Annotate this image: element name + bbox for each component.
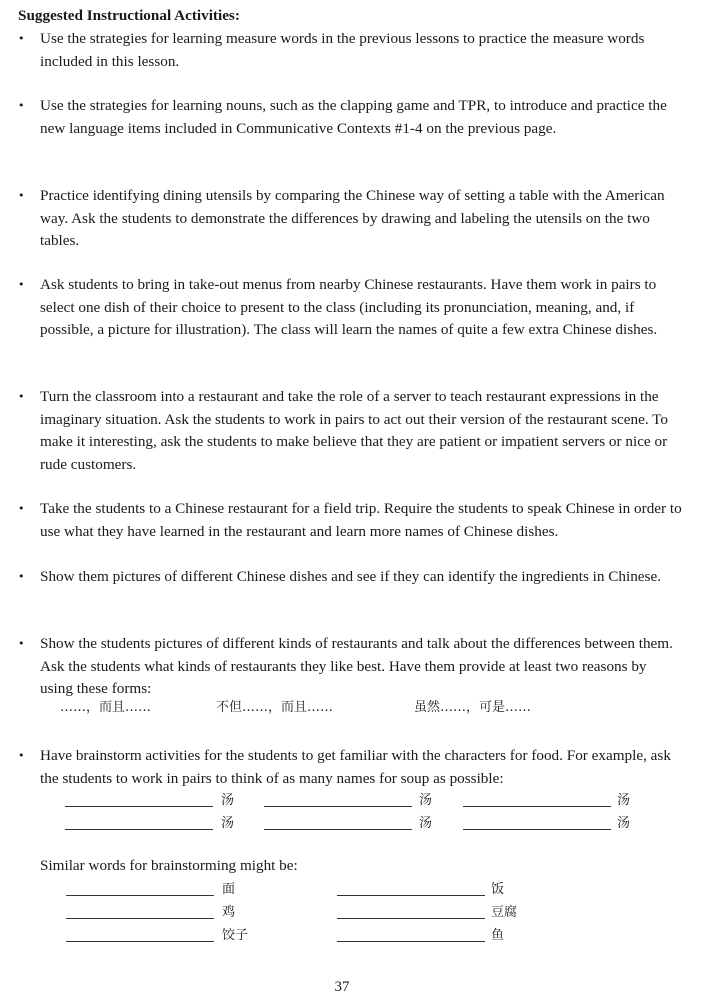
- list-item-text: Turn the classroom into a restaurant and take the role of a server to teach restaurant expressions in the imaginary situation. Ask the students to work in pairs to act out their version of the restaurant scene. To make it interesting, ask the students to make believe that they are patient or impatient servers or nice or rude customers.: [40, 388, 668, 473]
- bullet: •: [18, 32, 25, 45]
- list-item: [18, 498, 683, 543]
- food-char: 鱼: [491, 928, 505, 943]
- bullet: •: [18, 502, 25, 515]
- list-item-text: Take the students to a Chinese restaurant for a field trip. Require the students to speak Chinese in order to use what they have learned in the restaurant and learn more names of Chinese dishes.: [40, 500, 682, 540]
- sentence-pattern: 虽然……，可是……: [414, 700, 532, 715]
- fill-blank: [337, 927, 485, 942]
- bullet: •: [18, 749, 25, 762]
- sentence-pattern: 不但……，而且……: [216, 700, 334, 715]
- bullet: •: [18, 570, 25, 583]
- fill-blank: [66, 927, 214, 942]
- food-char: 面: [222, 882, 236, 897]
- fill-blank: [66, 904, 214, 919]
- fill-blank: [264, 792, 412, 807]
- fill-blank: [66, 881, 214, 896]
- similar-words-label: Similar words for brainstorming might be:: [40, 857, 298, 874]
- soup-char: 汤: [419, 793, 433, 808]
- list-item-text: Use the strategies for learning nouns, such as the clapping game and TPR, to introduce and practice the new language items included in Communicative Contexts #1-4 on the previous page.: [40, 97, 667, 137]
- bullet: •: [18, 189, 25, 202]
- list-item: [18, 566, 683, 589]
- section-heading: Suggested Instructional Activities:: [18, 7, 240, 24]
- fill-blank: [264, 815, 412, 830]
- soup-char: 汤: [617, 816, 631, 831]
- list-item: [18, 745, 683, 790]
- list-item-text: Show them pictures of different Chinese dishes and see if they can identify the ingredients in Chinese.: [40, 568, 661, 585]
- list-item: [18, 95, 683, 140]
- list-item: [18, 185, 683, 253]
- fill-blank: [337, 904, 485, 919]
- list-item: [18, 633, 683, 701]
- fill-blank: [65, 815, 213, 830]
- soup-char: 汤: [419, 816, 433, 831]
- food-char: 鸡: [222, 905, 236, 920]
- list-item-text: Use the strategies for learning measure words in the previous lessons to practice the measure words included in this lesson.: [40, 30, 645, 70]
- bullet: •: [18, 99, 25, 112]
- food-char: 饺子: [222, 928, 249, 943]
- fill-blank: [65, 792, 213, 807]
- soup-char: 汤: [221, 816, 235, 831]
- list-item-text: Have brainstorm activities for the students to get familiar with the characters for food. For example, ask the students to work in pairs to think of as many names for soup as possible:: [40, 747, 671, 787]
- list-item: [18, 386, 683, 476]
- bullet: •: [18, 637, 25, 650]
- bullet: •: [18, 278, 25, 291]
- list-item: [18, 28, 683, 73]
- bullet: •: [18, 390, 25, 403]
- food-char: 饭: [491, 882, 505, 897]
- fill-blank: [463, 815, 611, 830]
- food-char: 豆腐: [491, 905, 518, 920]
- sentence-pattern: ……，而且……: [60, 700, 152, 715]
- fill-blank: [463, 792, 611, 807]
- list-item-text: Ask students to bring in take-out menus from nearby Chinese restaurants. Have them work in pairs to select one dish of their choice to present to the class (including its pronunciation, meaning, and, if possible, a picture for illustration). The class will learn the names of quite a few extra Chinese dishes.: [40, 276, 658, 338]
- list-item-text: Practice identifying dining utensils by comparing the Chinese way of setting a table with the American way. Ask the students to demonstrate the differences by drawing and labeling the utensils on the two tables.: [40, 187, 665, 249]
- page-number: 37: [334, 979, 350, 995]
- fill-blank: [337, 881, 485, 896]
- list-item-text: Show the students pictures of different kinds of restaurants and talk about the differences between them. Ask the students what kinds of restaurants they like best. Have them provide at least two reasons by using these forms:: [40, 635, 673, 697]
- soup-char: 汤: [221, 793, 235, 808]
- soup-char: 汤: [617, 793, 631, 808]
- list-item: [18, 274, 683, 342]
